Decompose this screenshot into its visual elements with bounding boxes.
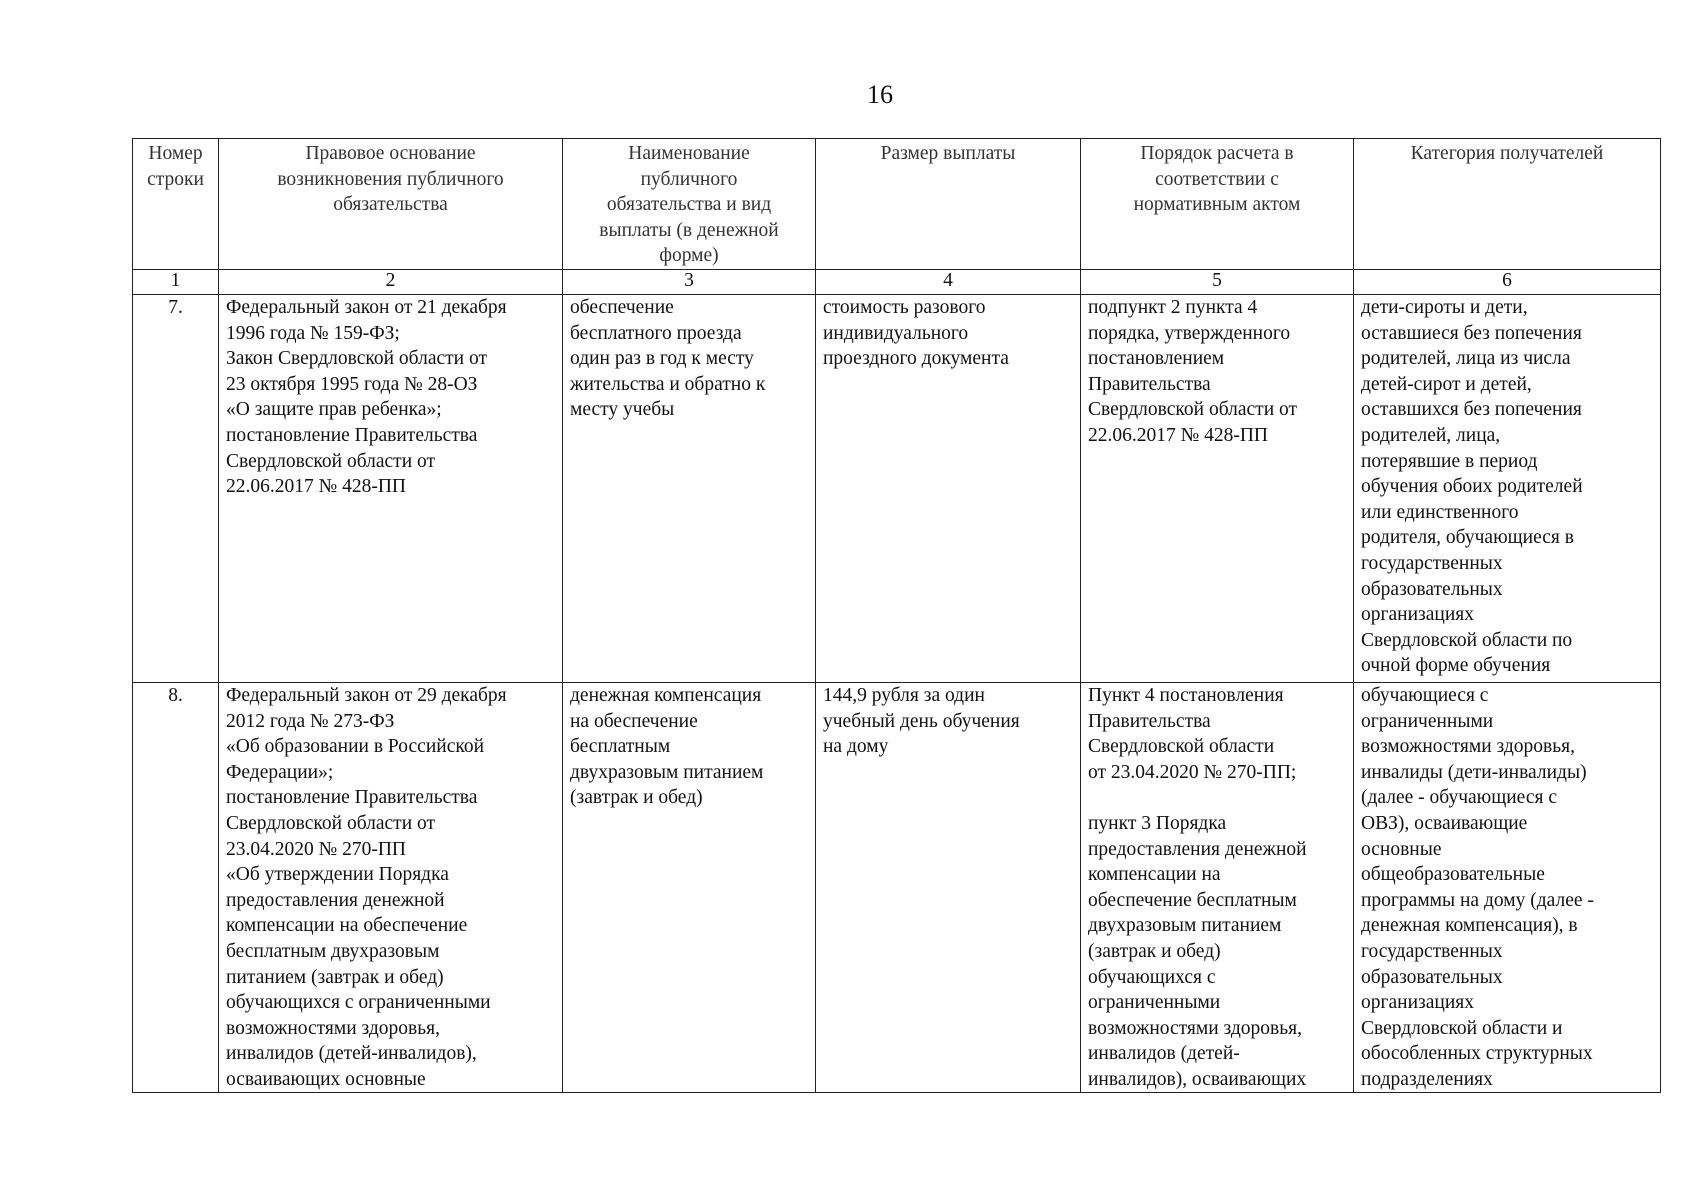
column-number: 6 xyxy=(1354,269,1661,294)
row-number: 8. xyxy=(133,682,219,1093)
header-row-number: Номер строки xyxy=(133,139,219,270)
header-recipient-category: Категория получателей xyxy=(1354,139,1661,270)
table-row xyxy=(133,682,1661,1093)
obligation-name-cell: обеспечение бесплатного проезда один раз в год к месту жительства и обратно к месту учебы xyxy=(563,294,816,682)
calculation-procedure-cell: подпункт 2 пункта 4 порядка, утвержденного постановлением Правительства Свердловской области от 22.06.2017 № 428-ПП xyxy=(1081,294,1354,682)
legal-basis-cell: Федеральный закон от 29 декабря 2012 года № 273-ФЗ «Об образовании в Российской Федерации»; постановление Правительства Свердловской области от 23.04.2020 № 270-ПП «Об утверждении Порядка предоставления денежной компенсации на обеспечение бесплатным двухразовым питанием (завтрак и обед) обучающихся с ограниченными возможностями здоровья, инвалидов (детей-инвалидов), осваивающих основные xyxy=(219,682,563,1093)
legal-basis-cell: Федеральный закон от 21 декабря 1996 года № 159-ФЗ; Закон Свердловской области от 23 октября 1995 года № 28-ОЗ «О защите прав ребенка»; постановление Правительства Свердловской области от 22.06.2017 № 428-ПП xyxy=(219,294,563,682)
calculation-procedure-cell: Пункт 4 постановления Правительства Свердловской области от 23.04.2020 № 270-ПП; пункт 3 Порядка предоставления денежной компенсации на обеспечение бесплатным двухразовым питанием (завтрак и обед) обучающихся с ограниченными возможностями здоровья, инвалидов (детей- инвалидов), осваивающих xyxy=(1081,682,1354,1093)
recipient-category-cell: обучающиеся с ограниченными возможностями здоровья, инвалиды (дети-инвалиды) (далее - обучающиеся с ОВЗ), осваивающие основные общеобразовательные программы на дому (далее - денежная компенсация), в государственных образовательных организациях Свердловской области и обособленных структурных подразделениях xyxy=(1354,682,1661,1093)
column-number: 4 xyxy=(816,269,1081,294)
obligation-name-cell: денежная компенсация на обеспечение бесплатным двухразовым питанием (завтрак и обед) xyxy=(563,682,816,1093)
recipient-category-cell: дети-сироты и дети, оставшиеся без попечения родителей, лица из числа детей-сирот и детей, оставшихся без попечения родителей, лица, потерявшие в период обучения обоих родителей или единственного родителя, обучающиеся в государственных образовательных организациях Свердловской области по очной форме обучения xyxy=(1354,294,1661,682)
column-number-row xyxy=(133,269,1661,294)
header-row xyxy=(133,139,1661,270)
header-legal-basis: Правовое основание возникновения публичного обязательства xyxy=(219,139,563,270)
header-calculation-procedure: Порядок расчета в соответствии с нормативным актом xyxy=(1081,139,1354,270)
column-number: 5 xyxy=(1081,269,1354,294)
header-obligation-name: Наименование публичного обязательства и вид выплаты (в денежной форме) xyxy=(563,139,816,270)
payment-amount-cell: стоимость разового индивидуального проездного документа xyxy=(816,294,1081,682)
table-row xyxy=(133,294,1661,682)
column-number: 3 xyxy=(563,269,816,294)
public-obligations-table xyxy=(132,138,1661,1093)
column-number: 2 xyxy=(219,269,563,294)
page-number: 16 xyxy=(867,80,893,109)
payment-amount-cell: 144,9 рубля за один учебный день обучения на дому xyxy=(816,682,1081,1093)
row-number: 7. xyxy=(133,294,219,682)
column-number: 1 xyxy=(133,269,219,294)
header-payment-amount: Размер выплаты xyxy=(816,139,1081,270)
